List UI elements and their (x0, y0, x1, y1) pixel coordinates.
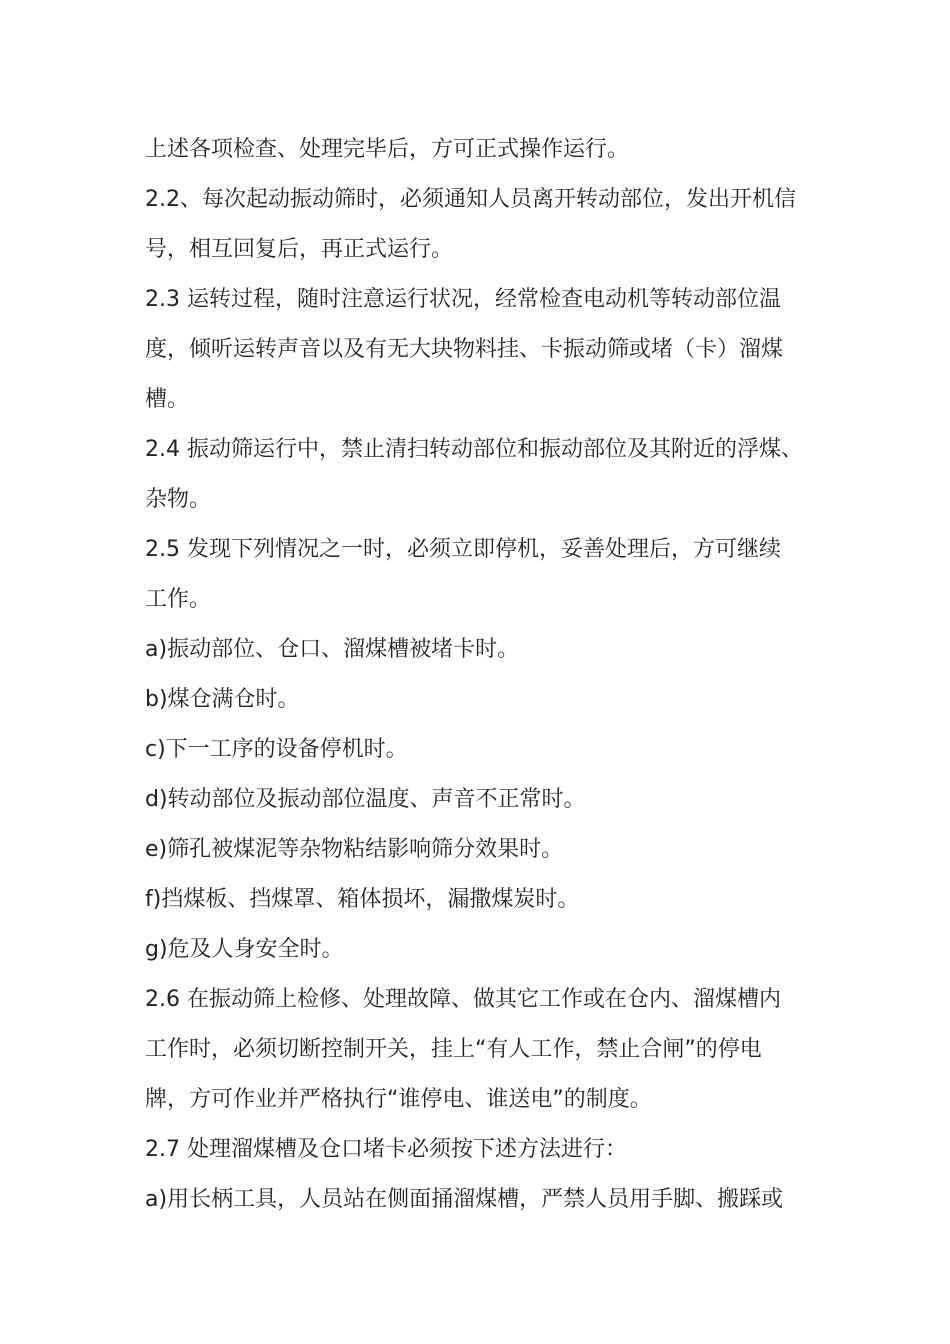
text-line: 度，倾听运转声音以及有无大块物料挂、卡振动筛或堵（卡）溜煤 (145, 337, 784, 362)
text-line: 2.2、每次起动振动筛时，必须通知人员离开转动部位，发出开机信 (145, 187, 796, 212)
text-line: 2.3 运转过程，随时注意运行状况，经常检查电动机等转动部位温 (145, 287, 781, 312)
text-line: 2.5 发现下列情况之一时，必须立即停机，妥善处理后，方可继续 (145, 537, 781, 562)
list-item: d)转动部位及振动部位温度、声音不正常时。 (145, 787, 586, 812)
list-item: b)煤仓满仓时。 (145, 687, 300, 712)
text-line: 工作时，必须切断控制开关，挂上“有人工作，禁止合闸”的停电 (145, 1037, 762, 1062)
text-line: 号，相互回复后，再正式运行。 (145, 237, 454, 262)
text-line: 槽。 (145, 387, 190, 412)
list-item: a)用长柄工具，人员站在侧面捅溜煤槽，严禁人员用手脚、搬踩或 (145, 1187, 784, 1212)
document-body (145, 125, 825, 1225)
list-item: g)危及人身安全时。 (145, 937, 344, 962)
text-line: 杂物。 (145, 487, 212, 512)
list-item: e)筛孔被煤泥等杂物粘结影响筛分效果时。 (145, 837, 564, 862)
text-line: 上述各项检查、处理完毕后，方可正式操作运行。 (145, 137, 630, 162)
list-item: a)振动部位、仓口、溜煤槽被堵卡时。 (145, 637, 520, 662)
text-line: 2.4 振动筛运行中，禁止清扫转动部位和振动部位及其附近的浮煤、 (145, 437, 803, 462)
list-item: f)挡煤板、挡煤罩、箱体损坏，漏撒煤炭时。 (145, 887, 580, 912)
text-line: 2.7 处理溜煤槽及仓口堵卡必须按下述方法进行： (145, 1137, 627, 1162)
list-item: c)下一工序的设备停机时。 (145, 737, 408, 762)
text-line: 工作。 (145, 587, 212, 612)
text-line: 2.6 在振动筛上检修、处理故障、做其它工作或在仓内、溜煤槽内 (145, 987, 781, 1012)
text-line: 牌，方可作业并严格执行“谁停电、谁送电”的制度。 (145, 1087, 652, 1112)
